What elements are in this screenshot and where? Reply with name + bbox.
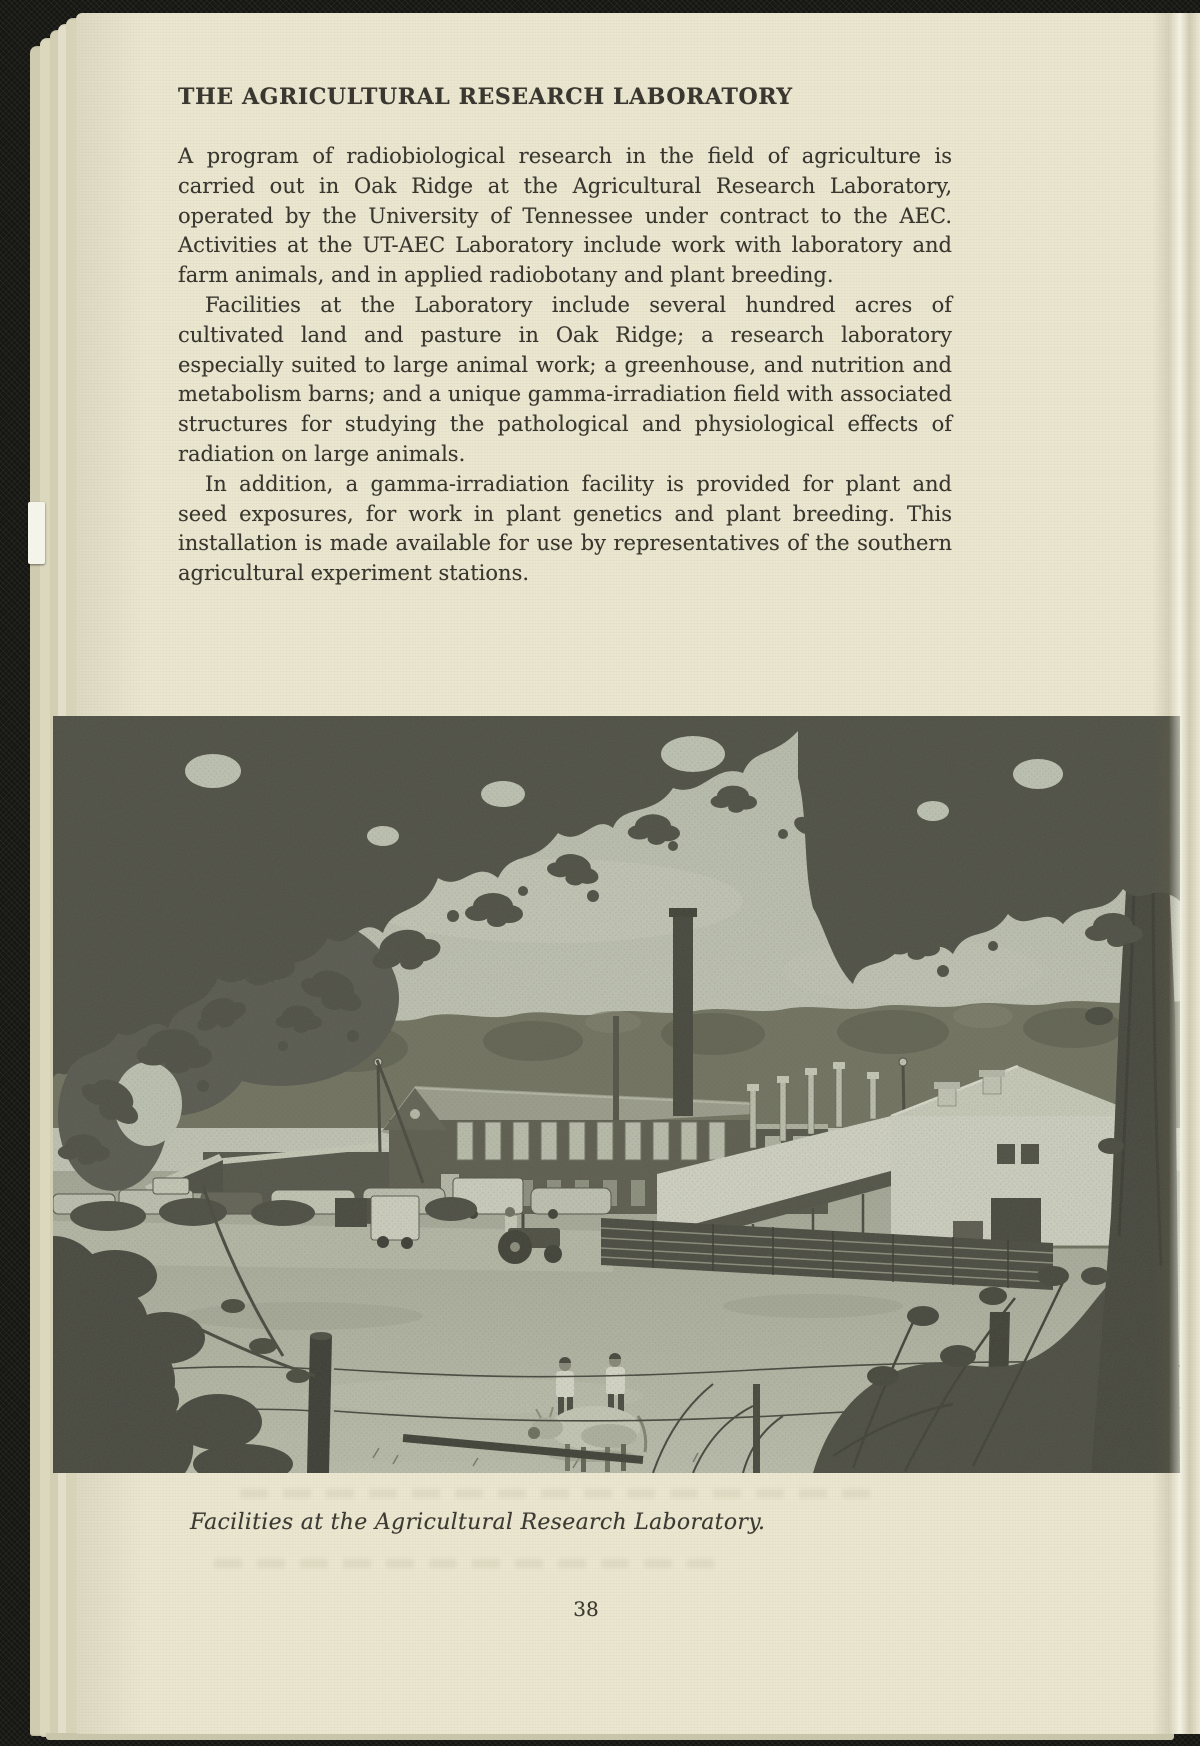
- body-paragraph: In addition, a gamma-irradiation facility is provided for plant and seed exposures, for work in plant genetics and plant breeding. This installation is made available for use by representatives of the southern agricultural experiment stations.: [178, 471, 952, 586]
- page-title: THE AGRICULTURAL RESEARCH LABORATORY: [178, 84, 793, 110]
- body-text: [178, 142, 952, 589]
- bookmark-tab: [28, 502, 45, 564]
- photo-caption: Facilities at the Agricultural Research Laboratory.: [190, 1510, 766, 1535]
- laboratory-photo-illustration: [53, 716, 1180, 1473]
- page-number: 38: [573, 1597, 599, 1621]
- laboratory-photo: [53, 716, 1180, 1473]
- body-paragraph: A program of radiobiological research in the field of agriculture is carried out in Oak Ridge at the Agricultural Research Laboratory, operated by the University of Tennessee under contract to the AEC. Activities at the UT-AEC Laboratory include work with laboratory and farm animals, and in applied radiobotany and plant breeding.: [178, 144, 952, 288]
- body-paragraph: Facilities at the Laboratory include several hundred acres of cultivated land and pasture in Oak Ridge; a research laboratory especially suited to large animal work; a greenhouse, and nutrition and metabolism barns; and a unique gamma-irradiation field with associated structures for studying the pathological and physiological effects of radiation on large animals.: [178, 292, 952, 466]
- page-stack-edge-bottom: [46, 1733, 1174, 1740]
